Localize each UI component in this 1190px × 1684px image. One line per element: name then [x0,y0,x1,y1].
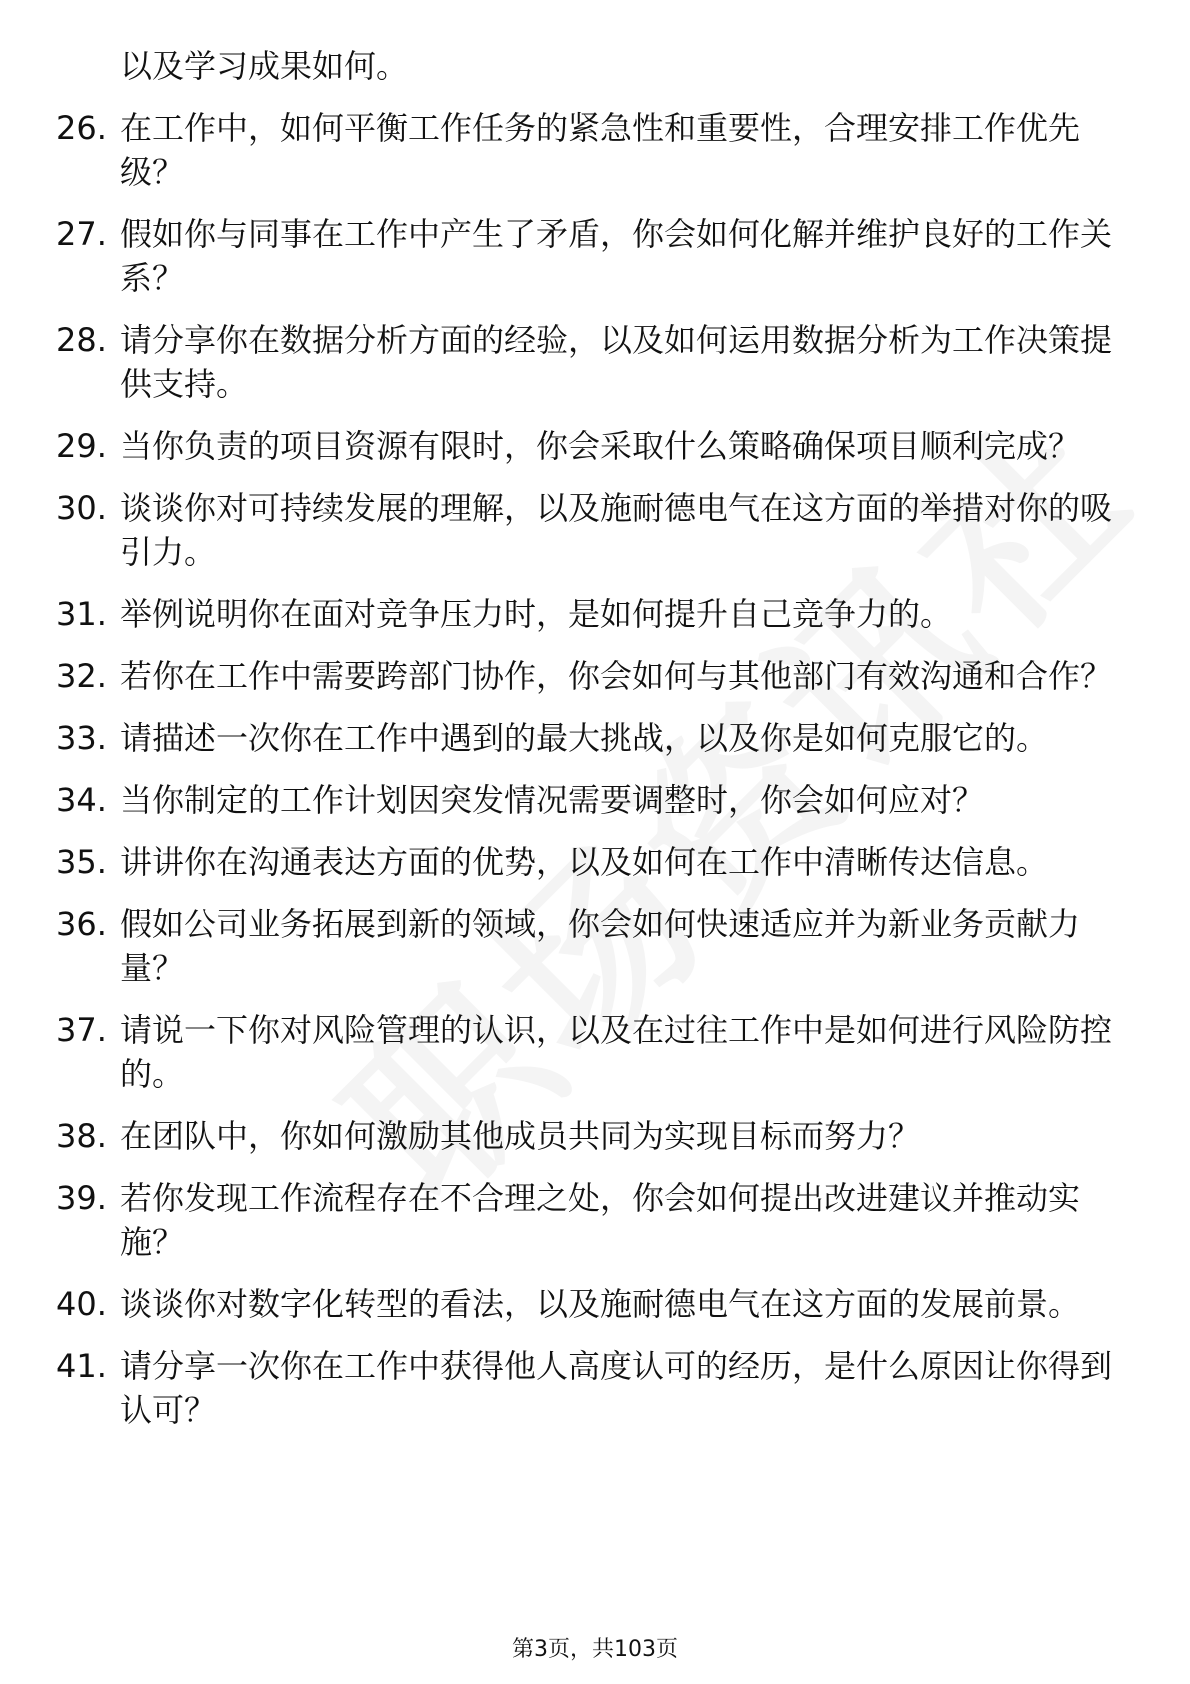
item-number: 33. [56,719,107,757]
list-item [56,318,1120,406]
list-item [56,840,1120,884]
item-number: 35. [56,843,107,881]
item-number: 31. [56,595,107,633]
item-text: 请分享你在数据分析方面的经验，以及如何运用数据分析为工作决策提供支持。 [120,321,1113,403]
list-item [56,1008,1120,1096]
list-item [56,1114,1120,1158]
list-item [56,1282,1120,1326]
list-item [56,902,1120,990]
list-item [56,212,1120,300]
item-text: 假如公司业务拓展到新的领域，你会如何快速适应并为新业务贡献力量？ [120,905,1081,987]
item-text: 谈谈你对可持续发展的理解，以及施耐德电气在这方面的举措对你的吸引力。 [120,489,1113,571]
item-text: 若你发现工作流程存在不合理之处，你会如何提出改进建议并推动实施？ [120,1179,1081,1261]
item-text: 讲讲你在沟通表达方面的优势，以及如何在工作中清晰传达信息。 [120,843,1049,881]
item-text: 在团队中，你如何激励其他成员共同为实现目标而努力？ [120,1117,921,1155]
item-number: 27. [56,215,107,253]
item-text: 当你制定的工作计划因突发情况需要调整时，你会如何应对？ [120,781,985,819]
list-item [56,778,1120,822]
list-item [56,1344,1120,1432]
item-number: 41. [56,1347,107,1385]
continuation-text: 以及学习成果如何。 [120,47,409,85]
item-number: 37. [56,1011,107,1049]
list-item [56,1176,1120,1264]
item-text: 若你在工作中需要跨部门协作，你会如何与其他部门有效沟通和合作？ [120,657,1113,695]
list-item [56,654,1120,698]
item-text: 谈谈你对数字化转型的看法，以及施耐德电气在这方面的发展前景。 [120,1285,1081,1323]
item-number: 38. [56,1117,107,1155]
question-list [56,44,1120,1450]
item-text: 请描述一次你在工作中遇到的最大挑战，以及你是如何克服它的。 [120,719,1049,757]
list-item [56,486,1120,574]
page-footer: 第3页，共103页 [512,1637,678,1662]
item-number: 28. [56,321,107,359]
item-number: 26. [56,109,107,147]
item-text: 当你负责的项目资源有限时，你会采取什么策略确保项目顺利完成？ [120,427,1081,465]
item-number: 29. [56,427,107,465]
item-number: 40. [56,1285,107,1323]
list-item [56,106,1120,194]
list-item [56,716,1120,760]
item-text: 在工作中，如何平衡工作任务的紧急性和重要性，合理安排工作优先级？ [120,109,1081,191]
item-number: 32. [56,657,107,695]
item-number: 36. [56,905,107,943]
item-text: 请说一下你对风险管理的认识，以及在过往工作中是如何进行风险防控的。 [120,1011,1113,1093]
item-number: 34. [56,781,107,819]
item-text: 请分享一次你在工作中获得他人高度认可的经历，是什么原因让你得到认可？ [120,1347,1113,1429]
list-item [56,424,1120,468]
item-number: 39. [56,1179,107,1217]
list-item [56,592,1120,636]
item-text: 假如你与同事在工作中产生了矛盾，你会如何化解并维护良好的工作关系？ [120,215,1113,297]
item-number: 30. [56,489,107,527]
item-text: 举例说明你在面对竞争压力时，是如何提升自己竞争力的。 [120,595,953,633]
